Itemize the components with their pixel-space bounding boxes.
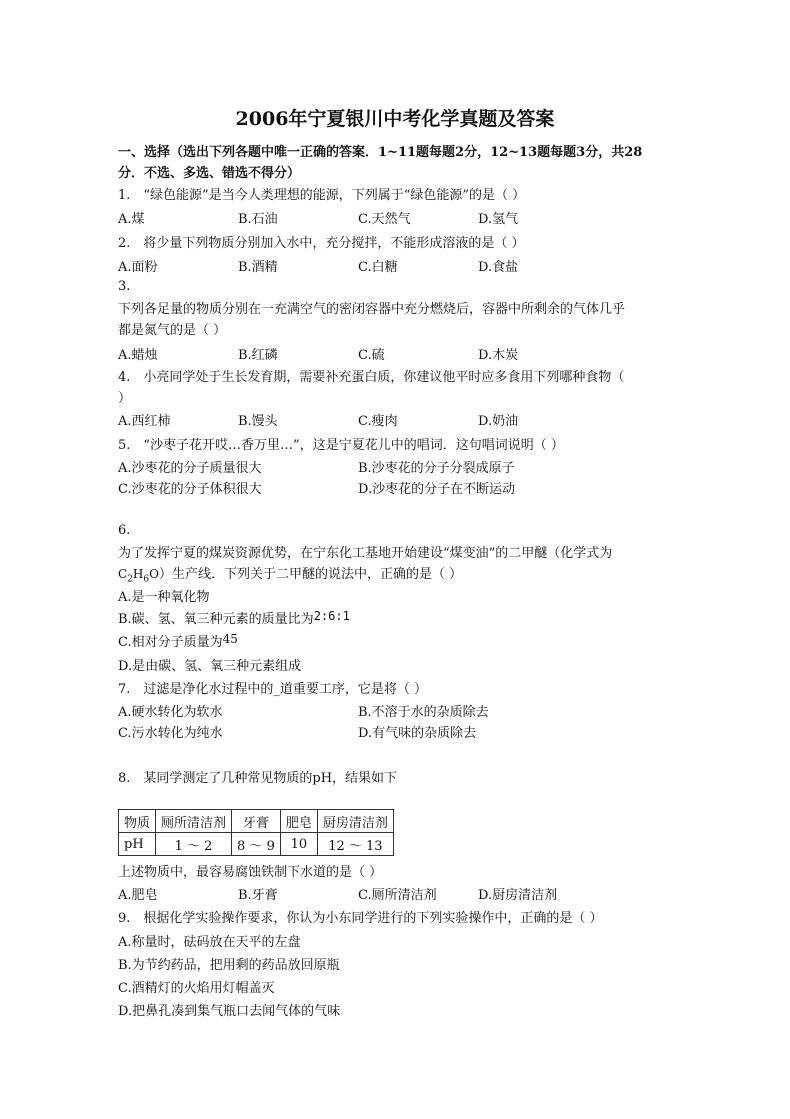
table-header-cell: 物质 — [119, 810, 156, 833]
q6-formula-o: O — [149, 567, 159, 581]
q4-option-d: D.奶油 — [478, 414, 519, 429]
q9-option-a: A.称量时，砝码放在天平的左盘 — [118, 935, 301, 950]
table-row — [119, 833, 394, 856]
table-cell: 8 ～ 9 — [232, 833, 281, 856]
table-cell: 10 — [280, 833, 317, 856]
q7-option-c: C.污水转化为纯水 — [118, 726, 223, 741]
q3-number: 3. — [118, 279, 131, 294]
q6-formula-c: C — [118, 567, 128, 581]
q5-option-d: D.沙枣花的分子在不断运动 — [358, 482, 516, 497]
q5-stem: 5. “沙枣子花开哎…香万里…”，这是宁夏花儿中的唱词．这句唱词说明（ ） — [118, 438, 564, 453]
q8-option-d: D.厨房清洁剂 — [478, 888, 558, 903]
q6-option-b-ratio: 2:6:1 — [313, 609, 350, 623]
q9-option-b: B.为节约药品，把用剩的药品放回原瓶 — [118, 958, 340, 973]
q4-stem-line2: ） — [118, 391, 132, 406]
q4-stem-line1: 4. 小亮同学处于生长发育期，需要补充蛋白质，你建议他平时应多食用下列哪种食物（ — [118, 370, 625, 385]
q6-option-d: D.是由碳、氢、氧三种元素组成 — [118, 659, 302, 674]
q8-option-a: A.肥皂 — [118, 888, 158, 903]
q1-option-c: C.天然气 — [358, 212, 411, 227]
table-cell: 1 ～ 2 — [156, 833, 232, 856]
q2-option-b: B.酒精 — [238, 260, 278, 275]
q8-option-c: C.厕所清洁剂 — [358, 888, 437, 903]
q6-option-a: A.是一种氧化物 — [118, 590, 210, 605]
table-cell: 12 ～ 13 — [317, 833, 393, 856]
q3-option-a: A.蜡烛 — [118, 348, 158, 363]
table-header-cell: 牙膏 — [232, 810, 281, 833]
q4-option-b: B.馒头 — [238, 414, 278, 429]
q3-option-c: C.硫 — [358, 348, 385, 363]
q6-formula-h: H — [132, 567, 144, 581]
q2-option-a: A.面粉 — [118, 260, 158, 275]
q6-option-b-wrap — [118, 608, 350, 627]
section-heading-line2: 分．不选、多选、错选不得分） — [118, 166, 301, 181]
q2-stem: 2. 将少量下列物质分别加入水中，充分搅拌，不能形成溶液的是（ ） — [118, 236, 525, 251]
q6-option-c-wrap — [118, 631, 238, 650]
q8-option-b: B.牙膏 — [238, 888, 278, 903]
q7-stem: 7. 过滤是净化水过程中的_道重要工序，它是将（ ） — [118, 682, 428, 697]
q2-option-d: D.食盐 — [478, 260, 519, 275]
q6-option-b: B.碳、氢、氧三种元素的质量比为 — [118, 612, 314, 627]
q9-option-d: D.把鼻孔凑到集气瓶口去闻气体的气味 — [118, 1004, 341, 1019]
q5-option-b: B.沙枣花的分子分裂成原子 — [358, 461, 515, 476]
q3-option-d: D.木炭 — [478, 348, 519, 363]
q6-number: 6. — [118, 523, 131, 538]
table-cell: pH — [119, 833, 156, 856]
q6-stem-line2-wrap — [118, 563, 462, 585]
q6-option-c-num: 45 — [222, 632, 238, 646]
q3-option-b: B.红磷 — [238, 348, 278, 363]
ph-table — [118, 809, 394, 856]
q5-option-a: A.沙枣花的分子质量很大 — [118, 461, 262, 476]
q6-formula-sub6: 6 — [143, 574, 150, 585]
table-header-cell: 厨房清洁剂 — [317, 810, 393, 833]
q1-stem: 1. “绿色能源”是当今人类理想的能源，下列属于“绿色能源”的是（ ） — [118, 188, 526, 203]
q3-stem-line2: 都是氮气的是（ ） — [118, 323, 227, 338]
table-header-cell: 厕所清洁剂 — [156, 810, 232, 833]
q7-option-b: B.不溶于水的杂质除去 — [358, 705, 489, 720]
page-title: 2006年宁夏银川中考化学真题及答案 — [235, 108, 555, 130]
q7-option-d: D.有气味的杂质除去 — [358, 726, 477, 741]
q5-option-c: C.沙枣花的分子体积很大 — [118, 482, 262, 497]
q8-stem: 8. 某同学测定了几种常见物质的pH，结果如下 — [118, 771, 398, 786]
q6-formula-sub2: 2 — [127, 574, 133, 585]
q4-option-a: A.西红柿 — [118, 414, 171, 429]
q1-option-a: A.煤 — [118, 212, 145, 227]
table-header-cell: 肥皂 — [280, 810, 317, 833]
q7-option-a: A.硬水转化为软水 — [118, 705, 223, 720]
section-heading-line1: 一、选择（选出下列各题中唯一正确的答案．1~11题每题2分，12~13题每题3分，共28 — [118, 145, 643, 160]
table-row — [119, 810, 394, 833]
q6-option-c: C.相对分子质量为 — [118, 635, 223, 650]
q1-option-b: B.石油 — [238, 212, 278, 227]
q8-stem-line2: 上述物质中，最容易腐蚀铁制下水道的是（ ） — [118, 865, 383, 880]
q1-option-d: D.氢气 — [478, 212, 519, 227]
q6-stem-line2: ）生产线．下列关于二甲醚的说法中，正确的是（ ） — [158, 567, 463, 582]
q3-stem-line1: 下列各足量的物质分别在一充满空气的密闭容器中充分燃烧后，容器中所剩余的气体几乎 — [118, 302, 626, 317]
q2-option-c: C.白糖 — [358, 260, 398, 275]
q6-stem-line1: 为了发挥宁夏的煤炭资源优势，在宁东化工基地开始建设“煤变油”的二甲醚（化学式为 — [118, 546, 613, 561]
q9-option-c: C.酒精灯的火焰用灯帽盖灭 — [118, 981, 275, 996]
q9-stem: 9. 根据化学实验操作要求，你认为小东同学进行的下列实验操作中，正确的是（ ） — [118, 911, 603, 926]
q4-option-c: C.瘦肉 — [358, 414, 398, 429]
